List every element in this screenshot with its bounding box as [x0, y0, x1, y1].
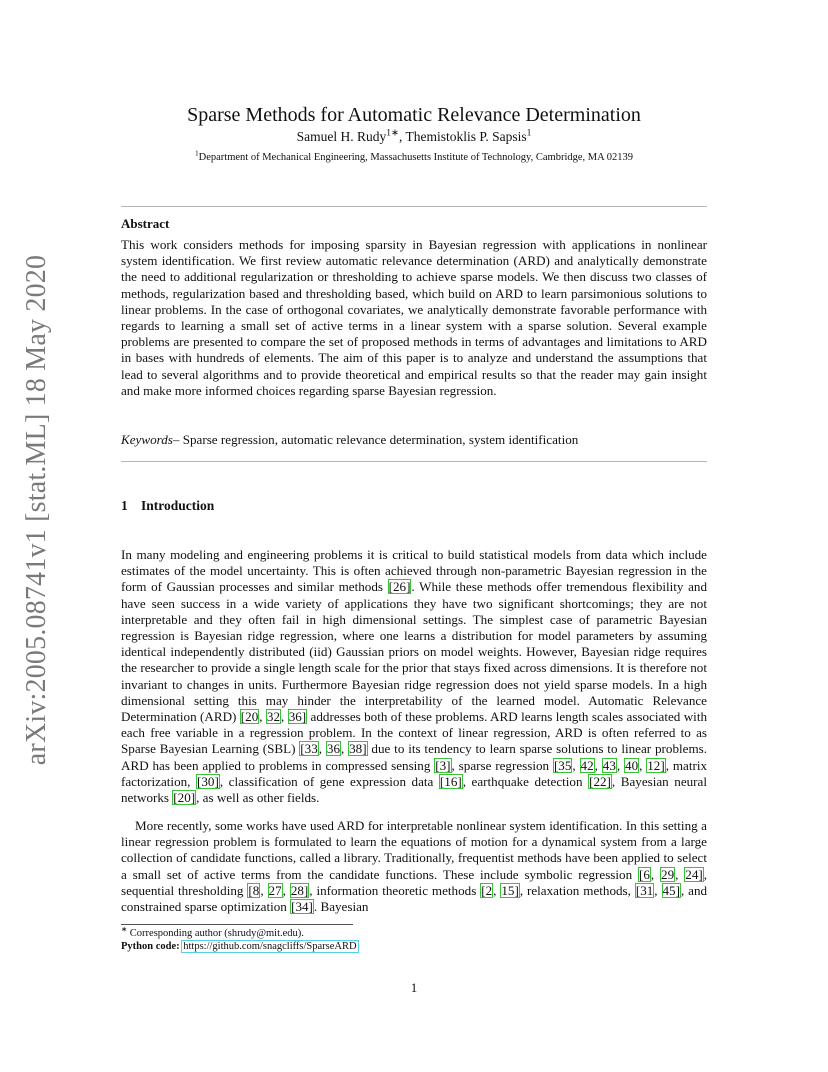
paragraph-text: , sparse regression — [451, 757, 553, 773]
paragraph-text: , — [281, 709, 288, 725]
paragraph-text: , earthquake detection — [462, 773, 589, 789]
citation-link[interactable]: 32 — [266, 709, 281, 725]
paragraph-text: , and constrained sparse optimization — [121, 882, 708, 915]
paragraph-text: , — [493, 882, 501, 898]
footnote-rule — [121, 924, 353, 925]
citation-link[interactable]: [31 — [635, 882, 654, 898]
affiliation — [121, 148, 707, 163]
citation-link[interactable]: 38] — [349, 741, 367, 757]
citation-link[interactable]: [8 — [248, 882, 260, 898]
author-name: Themistoklis P. Sapsis — [405, 129, 527, 144]
citation-link[interactable]: 40 — [625, 757, 639, 773]
citation-link[interactable]: 45] — [662, 882, 680, 898]
section-number: 1 — [121, 498, 128, 513]
paragraph-text: , matrix factorization, — [121, 757, 708, 789]
paragraph-text: , — [675, 866, 685, 882]
author-list: Samuel H. Rudy$^{1∗}$, Themistoklis P. Sapsis$^1$ — [296, 128, 532, 144]
citation-link[interactable]: 27 — [268, 882, 282, 898]
citation-link[interactable]: [3] — [435, 757, 451, 773]
citation-link[interactable]: [2 — [481, 882, 493, 898]
paragraph-text: , relaxation methods, — [519, 882, 635, 898]
citation-link[interactable]: [6 — [638, 866, 650, 882]
paragraph-text: , — [282, 882, 290, 898]
paragraph-text: , information theoretic methods — [309, 882, 481, 898]
affiliation-superscript: 1 — [194, 148, 199, 158]
paragraph-text: , — [259, 709, 266, 725]
paragraph-text: , — [650, 866, 661, 882]
author-superscript: 1 — [526, 128, 532, 139]
paragraph-text: . Bayesian — [313, 899, 369, 915]
page-number: 1 — [410, 980, 418, 995]
abstract-text: This work considers methods for imposing sparsity in Bayesian regression with applications in nonlinear system identification. We first review automatic relevance determination (ARD) and analytically demonstrate the need to additional regularization or thresholding to achieve sparse models. We then discuss two classes of methods, regularization based and thresholding based, which build on ARD to learn parsimonious solutions to linear problems. In the case of orthogonal covariates, we analytically demonstrate favorable performance with regards to learning a small set of active terms in a linear system with a sparse solution. Several example problems are presented to compare the set of proposed methods in terms of advantages and limitations to ARD in bases with hundreds of elements. The aim of this paper is to analyze and understand the assumptions that lead to several algorithms and to provide theoretical and empirical results so that the reader may gain insight and make more informed choices regarding sparse Bayesian regression. — [121, 237, 707, 398]
citation-link[interactable]: [30] — [196, 773, 219, 789]
intro-paragraph-2 — [121, 818, 707, 915]
code-link[interactable]: https://github.com/snagcliffs/SparseARD — [183, 941, 357, 952]
divider-bottom — [121, 461, 707, 462]
citation-link[interactable]: 15] — [501, 882, 519, 898]
citation-link[interactable]: [26] — [388, 579, 411, 595]
paragraph-text: , — [639, 757, 647, 773]
arxiv-stamp: arXiv:2005.08741v1 [stat.ML] 18 May 2020 — [21, 254, 52, 766]
abstract-heading: Abstract — [121, 216, 170, 231]
intro-paragraph-1 — [121, 547, 707, 806]
section-title: Introduction — [141, 498, 215, 513]
paragraph-text: , sequential thresholding — [121, 866, 708, 898]
paragraph-text: In many modeling and engineering problems it is critical to build statistical models from data which include estimates of the model uncertainty. This is often achieved through non-parametric Bayesian regression in the form of Gaussian processes and similar methods — [121, 547, 707, 595]
author-name: Samuel H. Rudy — [296, 129, 387, 144]
divider-top — [121, 206, 707, 207]
footnote-corresponding-text: Corresponding author (shrudy@mit.edu). — [127, 928, 304, 939]
paragraph-text: , — [260, 882, 268, 898]
footnote-code — [121, 941, 358, 952]
paragraph-text: , — [572, 757, 580, 773]
paragraph-text: addresses both of these problems. ARD learns length scales associated with each free variable in a regression problem. In the context of linear regression, ARD is often referred to as Sparse Bayesian Learning (SBL) — [121, 709, 708, 757]
paragraph-text: More recently, some works have used ARD for interpretable nonlinear system identification. In this setting a linear regression problem is formulated to learn the equations of motion for a dynamical system from a large collection of candidate functions, called a library. Traditionally, frequentist methods have been applied to select a small set of active terms from the candidate functions. These include symbolic regression — [121, 818, 707, 882]
paragraph-text: due to its tendency to learn sparse solutions to linear problems. ARD has been applied to problems in compressed sensing — [121, 741, 707, 773]
paper-title: Sparse Methods for Automatic Relevance Determination — [187, 104, 641, 126]
paragraph-text: . While these methods offer tremendous flexibility and have seen success in a wide variety of applications they have two significant shortcomings; they are not interpretable and they often fail in high dimensional settings. The simplest case of parametric Bayesian regression is Bayesian ridge regression, where one learns a distribution for model parameters by assuming identical independently distributed (iid) Gaussian priors on model weights. However, Bayesian ridge requires the researcher to provide a single length scale for the prior that stays fixed across dimensions. It is therefore not invariant to changes in units. Furthermore Bayesian ridge regression does not yield sparse models. In a high dimensional setting this may hinder the interpretability of the learned model. Automatic Relevance Determination (ARD) — [121, 579, 708, 725]
paragraph-text: , — [616, 757, 625, 773]
citation-link[interactable]: [35 — [553, 757, 572, 773]
citation-link[interactable]: 36 — [326, 741, 340, 757]
citation-link[interactable]: 29 — [661, 866, 675, 882]
keywords-text: Sparse regression, automatic relevance determination, system identification — [179, 432, 579, 447]
keywords — [121, 432, 578, 448]
citation-link[interactable]: [20] — [173, 790, 196, 806]
citation-link[interactable]: [16] — [439, 773, 462, 789]
citation-link[interactable]: 42 — [580, 757, 594, 773]
citation-link[interactable]: [34] — [291, 899, 313, 915]
citation-link[interactable]: 12] — [647, 757, 665, 773]
citation-link[interactable]: 24] — [685, 866, 703, 882]
paragraph-text: , — [318, 741, 326, 757]
footnote-corresponding — [121, 924, 304, 939]
footnote-marker: ∗ — [121, 924, 128, 934]
section-heading — [121, 498, 214, 514]
paragraph-text: , Bayesian neural networks — [121, 773, 707, 806]
citation-link[interactable]: 43 — [602, 757, 616, 773]
paragraph-text: , — [654, 882, 662, 898]
citation-link[interactable]: 36] — [288, 709, 307, 725]
code-label: Python code: — [121, 941, 180, 952]
citation-link[interactable]: [22] — [589, 773, 611, 789]
paragraph-text: , as well as other fields. — [196, 790, 320, 806]
paragraph-text: , — [340, 741, 349, 757]
citation-link[interactable]: [20 — [240, 709, 259, 725]
citation-link[interactable]: 28] — [290, 882, 309, 898]
paragraph-text: , — [594, 757, 602, 773]
author-superscript: 1∗ — [386, 128, 399, 139]
citation-link[interactable]: [33 — [300, 741, 318, 757]
affiliation-text: Department of Mechanical Engineering, Massachusetts Institute of Technology, Cambridge, MA 02139 — [198, 152, 633, 163]
keywords-label: Keywords– — [121, 432, 180, 447]
paragraph-text: , classification of gene expression data — [219, 773, 439, 789]
